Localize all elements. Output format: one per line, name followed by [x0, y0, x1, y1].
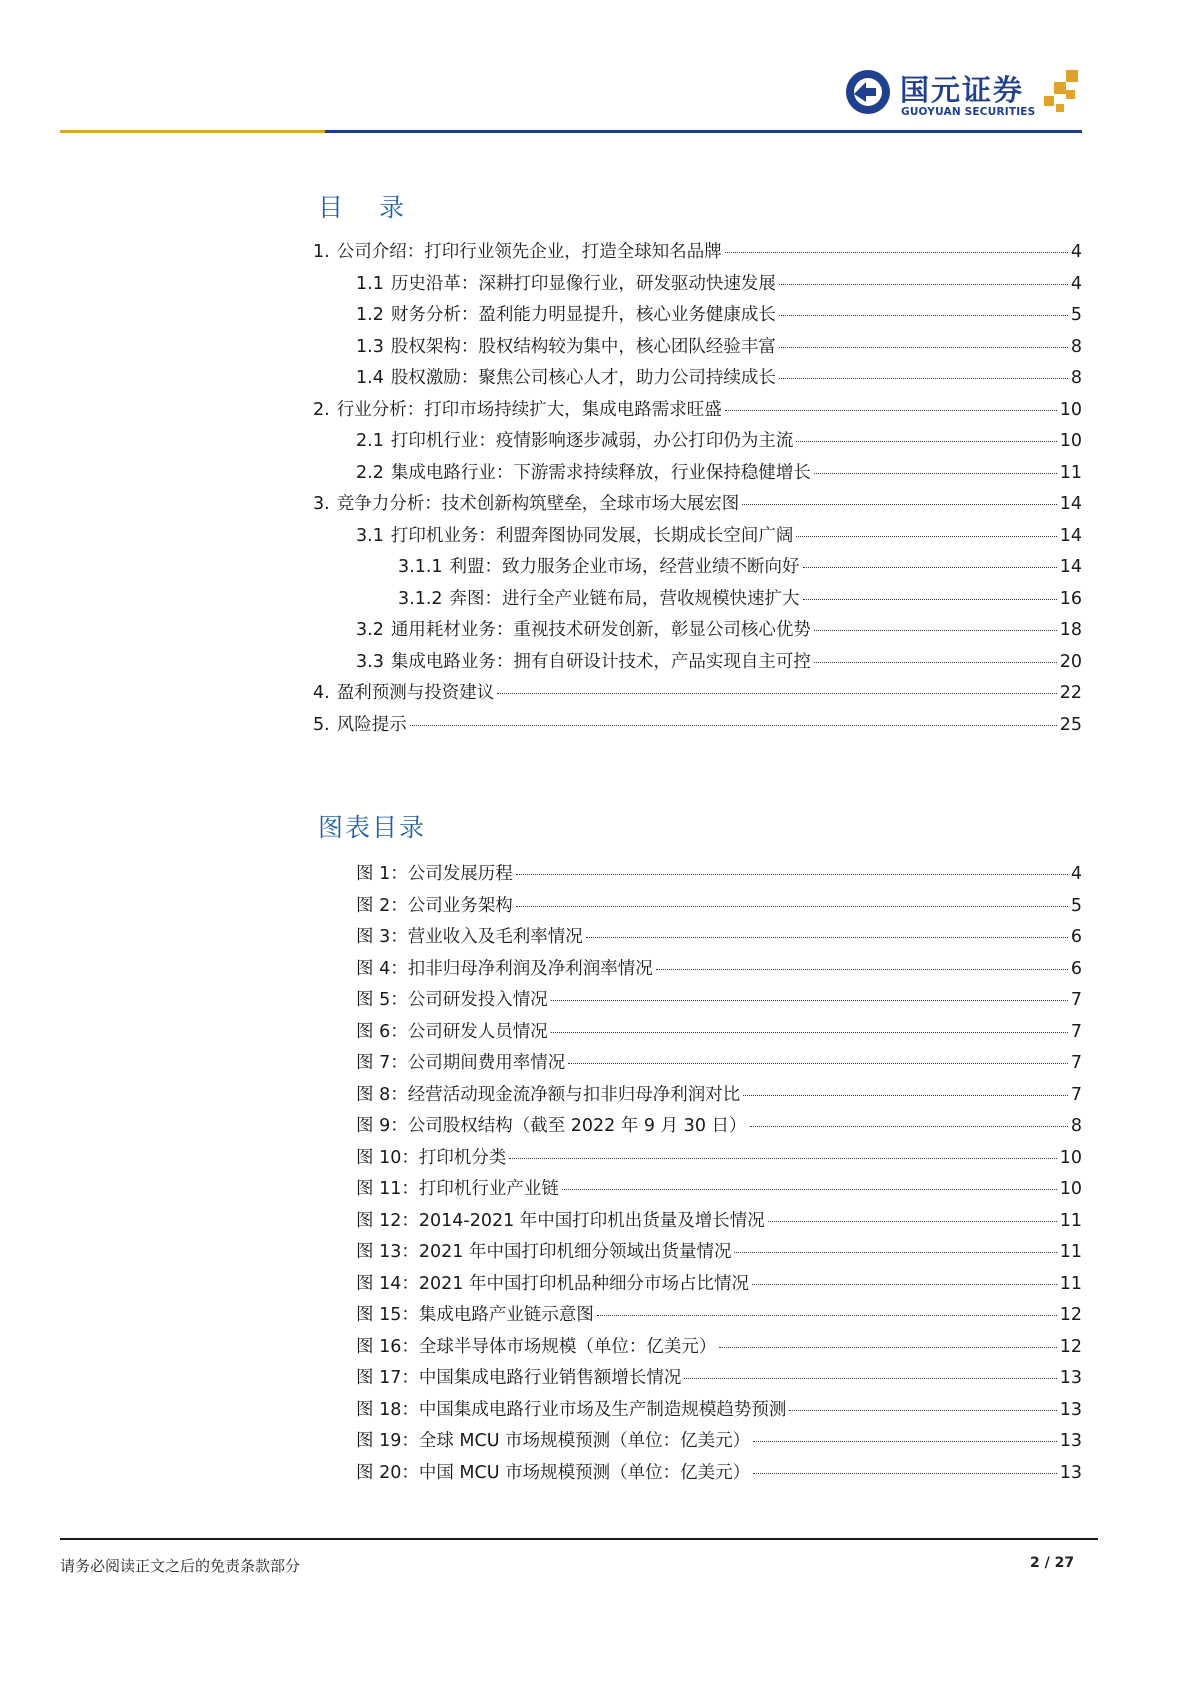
figure-entry-page: 13: [1059, 1399, 1082, 1420]
footer-disclaimer: 请务必阅读正文之后的免责条款部分: [60, 1557, 301, 1575]
figure-entry[interactable]: [356, 894, 1082, 918]
figure-entry-number: 图 4：: [356, 958, 408, 979]
toc-leader-dots: [779, 347, 1068, 348]
toc-leader-dots: [796, 441, 1056, 442]
toc-entry-page: 10: [1059, 399, 1082, 420]
toc-leader-dots: [796, 536, 1056, 537]
figure-entry[interactable]: [356, 988, 1082, 1012]
figure-entry[interactable]: [356, 1303, 1082, 1327]
toc-entry[interactable]: [356, 618, 1082, 642]
figure-leader-dots: [753, 1441, 1057, 1442]
toc-entry-text: 盈利预测与投资建议: [336, 683, 495, 703]
company-logo: [844, 66, 1084, 130]
figure-entry[interactable]: [356, 1114, 1082, 1138]
figure-entry-number: 图 19：: [356, 1431, 419, 1451]
toc-entry-page: 22: [1059, 683, 1082, 703]
guoyuan-logo-icon: [844, 68, 892, 116]
figure-leader-dots: [568, 1063, 1068, 1064]
toc-entry-label: [356, 618, 811, 642]
toc-entry-number: 3.1.1: [398, 557, 443, 577]
toc-entry[interactable]: [356, 524, 1082, 548]
figure-entry[interactable]: [356, 1272, 1082, 1296]
toc-entry-page: 8: [1070, 336, 1082, 357]
toc-entry-number: 3.: [313, 494, 330, 514]
figure-entry-label: [356, 1303, 594, 1327]
toc-entry-label: [356, 272, 776, 296]
toc-entry-label: [313, 681, 494, 705]
page-indicator: 2 / 27: [1030, 1555, 1075, 1571]
toc-entry-text: 打印机业务：利盟奔图协同发展，长期成长空间广阔: [390, 525, 794, 546]
figure-entry-label: [356, 1177, 559, 1201]
figure-entry-page: 11: [1059, 1242, 1082, 1262]
toc-leader-dots: [814, 662, 1057, 663]
figure-entry-page: 7: [1070, 990, 1082, 1010]
toc-entry-text: 风险提示: [336, 714, 407, 735]
figure-entry-text: 打印机行业产业链: [418, 1179, 559, 1199]
figure-leader-dots: [753, 1473, 1057, 1474]
figure-entry-text: 2021 年中国打印机品种细分市场占比情况: [418, 1273, 749, 1294]
figure-leader-dots: [586, 937, 1068, 938]
toc-entry-number: 2.: [313, 399, 330, 420]
figure-entry-number: 图 16：: [356, 1336, 419, 1357]
toc-entry-text: 财务分析：盈利能力明显提升，核心业务健康成长: [390, 305, 776, 325]
figure-entry-label: [356, 862, 513, 886]
figure-entry-text: 公司股权结构（截至 2022 年 9 月 30 日）: [407, 1116, 747, 1136]
toc-title: 目 录: [318, 193, 418, 222]
toc-entry[interactable]: [313, 492, 1082, 516]
logo-chinese-name: 国元证券: [900, 73, 1025, 107]
toc-entry-page: 14: [1059, 525, 1082, 546]
figure-entry-number: 图 7：: [356, 1053, 408, 1073]
toc-entry-number: 3.1: [356, 525, 384, 546]
figure-entry-text: 公司研发投入情况: [407, 990, 548, 1010]
toc-entry[interactable]: [313, 713, 1082, 737]
figure-leader-dots: [551, 1000, 1068, 1001]
toc-entry[interactable]: [313, 240, 1082, 264]
figure-leader-dots: [597, 1315, 1057, 1316]
figure-entry-label: [356, 1398, 786, 1422]
figure-entry-page: 11: [1059, 1273, 1082, 1294]
toc-entry-page: 20: [1059, 651, 1082, 672]
figure-entry-number: 图 5：: [356, 990, 408, 1010]
figure-entry-label: [356, 988, 548, 1012]
figure-entry-label: [356, 1240, 731, 1264]
toc-entry-label: [313, 398, 722, 422]
toc-entry-text: 奔图：进行全产业链布局，营收规模快速扩大: [449, 588, 800, 609]
toc-entry-label: [356, 335, 776, 359]
toc-leader-dots: [803, 599, 1057, 600]
toc-entry-label: [356, 303, 776, 327]
toc-entry-page: 11: [1059, 462, 1082, 483]
figure-entry-text: 中国 MCU 市场规模预测（单位：亿美元）: [418, 1462, 751, 1483]
toc-entry-page: 18: [1059, 620, 1082, 640]
figure-entry-page: 13: [1059, 1368, 1082, 1388]
figure-leader-dots: [789, 1410, 1056, 1411]
toc-leader-dots: [725, 252, 1068, 253]
figure-entry[interactable]: [356, 1240, 1082, 1264]
figure-entry-label: [356, 1335, 716, 1359]
toc-entry[interactable]: [356, 429, 1082, 453]
toc-entry-page: 14: [1059, 494, 1082, 514]
figure-entry[interactable]: [356, 1177, 1082, 1201]
figure-leader-dots: [509, 1158, 1056, 1159]
figure-leader-dots: [743, 1095, 1068, 1096]
figure-entry[interactable]: [356, 957, 1082, 981]
toc-entry[interactable]: [398, 555, 1082, 579]
toc-entry-text: 竞争力分析：技术创新构筑壁垒，全球市场大展宏图: [336, 494, 740, 514]
toc-entry-page: 25: [1059, 714, 1082, 735]
figure-entry-label: [356, 1051, 565, 1075]
figure-entry-text: 公司业务架构: [407, 895, 513, 916]
toc-entry-label: [356, 461, 811, 485]
toc-entry-number: 3.3: [356, 651, 384, 672]
figure-entry-text: 公司发展历程: [407, 864, 513, 884]
toc-entry-page: 10: [1059, 431, 1082, 451]
figure-entry-number: 图 18：: [356, 1399, 419, 1420]
toc-entry-page: 14: [1059, 557, 1082, 577]
logo-english-name: GUOYUAN SECURITIES: [901, 106, 1036, 118]
figure-entry-number: 图 14：: [356, 1273, 419, 1294]
toc-leader-dots: [779, 315, 1068, 316]
toc-entry-text: 利盟：致力服务企业市场，经营业绩不断向好: [449, 557, 800, 577]
header-divider-accent: [60, 130, 325, 133]
toc-leader-dots: [497, 693, 1057, 694]
figure-entry-number: 图 8：: [356, 1084, 408, 1105]
toc-entry-label: [356, 524, 793, 548]
figure-entry[interactable]: [356, 1083, 1082, 1107]
toc-entry-text: 历史沿革：深耕打印显像行业，研发驱动快速发展: [390, 273, 776, 294]
figure-entry-text: 中国集成电路行业销售额增长情况: [418, 1368, 682, 1388]
figure-list-title: 图表目录: [318, 813, 427, 842]
toc-entry-text: 集成电路业务：拥有自研设计技术，产品实现自主可控: [390, 651, 811, 672]
figure-entry[interactable]: [356, 1429, 1082, 1453]
figure-entry-label: [356, 1146, 506, 1170]
figure-entry-label: [356, 1083, 740, 1107]
toc-entry-page: 4: [1070, 273, 1082, 294]
figure-entry-page: 5: [1070, 895, 1082, 916]
figure-entry-page: 7: [1070, 1084, 1082, 1105]
toc-entry[interactable]: [313, 398, 1082, 422]
figure-entry-page: 7: [1070, 1053, 1082, 1073]
toc-entry-label: [398, 587, 800, 611]
figure-entry-text: 2014-2021 年中国打印机出货量及增长情况: [418, 1210, 765, 1231]
figure-entry-number: 图 6：: [356, 1021, 408, 1042]
figure-entry-page: 10: [1059, 1179, 1082, 1199]
figure-entry-label: [356, 957, 653, 981]
toc-entry[interactable]: [356, 335, 1082, 359]
toc-entry[interactable]: [356, 366, 1082, 390]
toc-entry-page: 8: [1070, 368, 1082, 388]
figure-entry-number: 图 2：: [356, 895, 408, 916]
toc-entry[interactable]: [356, 461, 1082, 485]
figure-entry-page: 13: [1059, 1431, 1082, 1451]
figure-entry-number: 图 11：: [356, 1179, 419, 1199]
figure-entry-text: 营业收入及毛利率情况: [407, 927, 583, 947]
toc-entry-number: 3.1.2: [398, 588, 443, 609]
figure-entry-number: 图 12：: [356, 1210, 419, 1231]
footer-divider: [60, 1538, 1098, 1540]
toc-leader-dots: [725, 410, 1057, 411]
figure-leader-dots: [551, 1032, 1068, 1033]
figure-leader-dots: [752, 1284, 1057, 1285]
logo-squares-icon: [1036, 70, 1082, 116]
toc-entry-number: 5.: [313, 714, 330, 735]
toc-entry-page: 5: [1070, 305, 1082, 325]
figure-entry-label: [356, 1272, 749, 1296]
toc-leader-dots: [803, 567, 1057, 568]
figure-entry[interactable]: [356, 1020, 1082, 1044]
figure-leader-dots: [516, 906, 1068, 907]
figure-leader-dots: [719, 1347, 1056, 1348]
figure-entry-number: 图 13：: [356, 1242, 419, 1262]
toc-entry-text: 股权激励：聚焦公司核心人才，助力公司持续成长: [390, 368, 776, 388]
figure-entry-number: 图 9：: [356, 1116, 408, 1136]
figure-entry[interactable]: [356, 1335, 1082, 1359]
figure-entry-text: 中国集成电路行业市场及生产制造规模趋势预测: [418, 1399, 787, 1420]
figure-entry-page: 6: [1070, 958, 1082, 979]
figure-leader-dots: [562, 1189, 1057, 1190]
figure-entry-page: 6: [1070, 927, 1082, 947]
figure-entry[interactable]: [356, 1398, 1082, 1422]
figure-entry-number: 图 17：: [356, 1368, 419, 1388]
toc-entry[interactable]: [356, 303, 1082, 327]
toc-leader-dots: [779, 378, 1068, 379]
figure-entry-number: 图 15：: [356, 1305, 419, 1325]
toc-entry-number: 1.3: [356, 336, 384, 357]
figure-entry[interactable]: [356, 862, 1082, 886]
figure-entry-page: 12: [1059, 1336, 1082, 1357]
figure-entry-label: [356, 1366, 681, 1390]
figure-entry[interactable]: [356, 1461, 1082, 1485]
figure-entry-page: 10: [1059, 1147, 1082, 1168]
toc-entry-number: 1.: [313, 242, 330, 262]
toc-entry-label: [356, 650, 811, 674]
toc-entry-text: 公司介绍：打印行业领先企业，打造全球知名品牌: [336, 242, 722, 262]
figure-leader-dots: [750, 1126, 1068, 1127]
toc-entry-text: 通用耗材业务：重视技术研发创新，彰显公司核心优势: [390, 620, 811, 640]
figure-leader-dots: [734, 1252, 1056, 1253]
toc-entry[interactable]: [356, 650, 1082, 674]
figure-entry-text: 2021 年中国打印机细分领域出货量情况: [418, 1242, 732, 1262]
figure-entry-label: [356, 1429, 750, 1453]
toc-entry-text: 打印机行业：疫情影响逐步减弱，办公打印仍为主流: [390, 431, 794, 451]
toc-leader-dots: [814, 473, 1057, 474]
figure-entry[interactable]: [356, 1146, 1082, 1170]
toc-leader-dots: [742, 504, 1057, 505]
figure-entry-label: [356, 925, 583, 949]
figure-entry-text: 集成电路产业链示意图: [418, 1305, 594, 1325]
figure-leader-dots: [684, 1378, 1056, 1379]
figure-entry-text: 扣非归母净利润及净利润率情况: [407, 958, 653, 979]
toc-entry-label: [313, 240, 722, 264]
figure-entry-text: 公司研发人员情况: [407, 1021, 548, 1042]
figure-entry-number: 图 1：: [356, 864, 408, 884]
figure-entry-page: 7: [1070, 1021, 1082, 1042]
figure-entry-page: 13: [1059, 1462, 1082, 1483]
figure-leader-dots: [656, 969, 1068, 970]
figure-entry-text: 经营活动现金流净额与扣非归母净利润对比: [407, 1084, 741, 1105]
figure-entry-page: 12: [1059, 1305, 1082, 1325]
figure-entry-text: 打印机分类: [418, 1147, 507, 1168]
figure-entry-page: 8: [1070, 1116, 1082, 1136]
figure-entry-label: [356, 894, 513, 918]
figure-entry-text: 全球半导体市场规模（单位：亿美元）: [418, 1336, 717, 1357]
toc-entry[interactable]: [356, 272, 1082, 296]
figure-entry-label: [356, 1461, 750, 1485]
figure-entry-label: [356, 1020, 548, 1044]
figure-leader-dots: [768, 1221, 1057, 1222]
figure-entry[interactable]: [356, 1051, 1082, 1075]
figure-entry-number: 图 20：: [356, 1462, 419, 1483]
toc-entry-number: 1.1: [356, 273, 384, 294]
figure-entry-number: 图 3：: [356, 927, 408, 947]
toc-entry-page: 4: [1070, 242, 1082, 262]
figure-entry[interactable]: [356, 1366, 1082, 1390]
toc-entry-label: [313, 713, 407, 737]
figure-entry-text: 全球 MCU 市场规模预测（单位：亿美元）: [418, 1431, 751, 1451]
toc-entry-text: 集成电路行业：下游需求持续释放，行业保持稳健增长: [390, 462, 811, 483]
toc-entry-number: 3.2: [356, 620, 384, 640]
toc-leader-dots: [779, 284, 1068, 285]
toc-leader-dots: [410, 725, 1057, 726]
figure-entry-text: 公司期间费用率情况: [407, 1053, 566, 1073]
figure-entry-page: 11: [1059, 1210, 1082, 1231]
toc-entry-number: 1.4: [356, 368, 384, 388]
toc-entry-label: [398, 555, 800, 579]
toc-leader-dots: [814, 630, 1057, 631]
toc-entry-label: [356, 366, 776, 390]
figure-entry-number: 图 10：: [356, 1147, 419, 1168]
figure-entry-label: [356, 1209, 765, 1233]
toc-entry-page: 16: [1059, 588, 1082, 609]
toc-entry[interactable]: [313, 681, 1082, 705]
toc-entry-label: [313, 492, 739, 516]
figure-entry-label: [356, 1114, 747, 1138]
toc-entry-number: 4.: [313, 683, 330, 703]
figure-entry[interactable]: [356, 1209, 1082, 1233]
toc-entry[interactable]: [398, 587, 1082, 611]
toc-entry-label: [356, 429, 793, 453]
toc-entry-number: 2.1: [356, 431, 384, 451]
figure-entry-page: 4: [1070, 864, 1082, 884]
toc-entry-number: 1.2: [356, 305, 384, 325]
toc-entry-text: 股权架构：股权结构较为集中，核心团队经验丰富: [390, 336, 776, 357]
toc-entry-number: 2.2: [356, 462, 384, 483]
figure-leader-dots: [516, 874, 1068, 875]
figure-entry[interactable]: [356, 925, 1082, 949]
toc-entry-text: 行业分析：打印市场持续扩大，集成电路需求旺盛: [336, 399, 722, 420]
